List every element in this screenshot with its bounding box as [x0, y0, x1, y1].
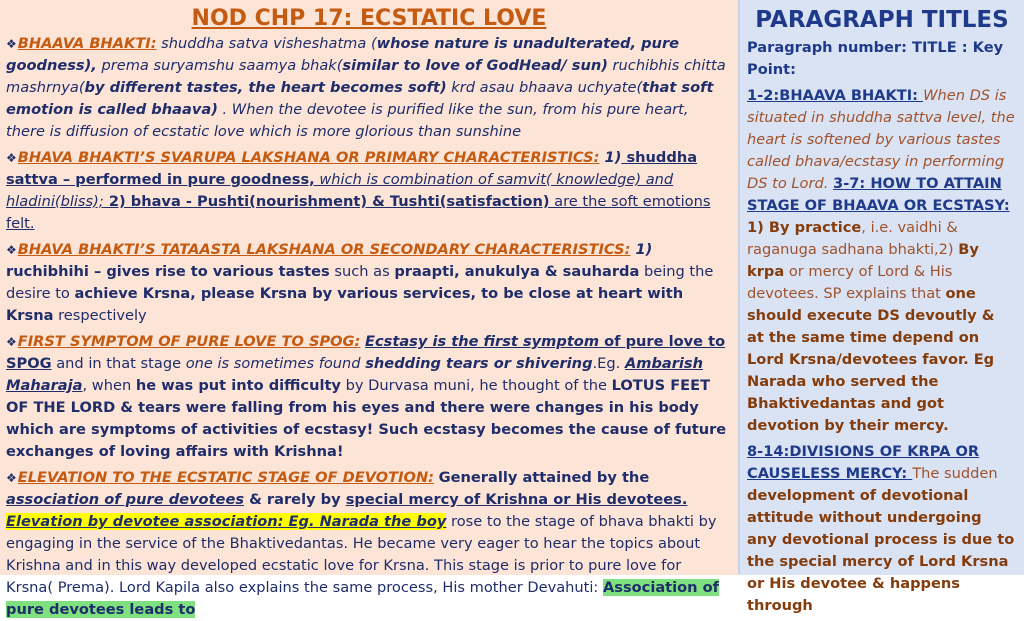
text: Ambarish Maharaja [6, 355, 704, 394]
text: whose nature is unadulterated, pure goodness), [6, 35, 680, 74]
text: respectively [53, 307, 147, 324]
text: shedding tears or shivering [365, 355, 593, 372]
text: rose to the stage of bhava bhakti by engaging in the service of the Bhaktivedantas. He became very eager to hear the topics about Krishna and in this way developed ecstatic love for Krsna. This stage is prior to pure love for Krsna( Prema). Lord Kapila also explains the same process, His mother Devahuti: [6, 513, 717, 596]
text: The sudden [912, 465, 998, 482]
text: one should execute DS devoutly & at the same time depend on Lord Krsna/devotees favor. Eg Narada who served the Bhaktivedantas and got devotion by their mercy. [747, 285, 995, 434]
heading: BHAAVA BHAKTI: [17, 35, 157, 52]
text: , when [82, 377, 136, 394]
paragraph-tataasta-lakshana [6, 239, 730, 327]
text: 1) [630, 241, 653, 258]
text: 1) By practice [747, 219, 862, 236]
text: & rarely by [244, 491, 346, 508]
text: shuddha satva visheshatma ( [156, 35, 377, 52]
key-intro: Paragraph number: TITLE : Key Point: [747, 39, 1004, 78]
heading: FIRST SYMPTOM OF PURE LOVE TO SPOG: [17, 333, 361, 350]
text: LOTUS FEET OF THE LORD & tears were falling from his eyes and there were changes in his body which are symptoms of activities of ecstasy! Such ecstasy becomes the cause of future exchanges of loving affairs with Krishna! [6, 377, 727, 460]
paragraph-first-symptom [6, 331, 730, 463]
text: or mercy of Lord & His devotees. SP explains that [747, 263, 953, 302]
text: such as [329, 263, 395, 280]
text: 1) [599, 149, 622, 166]
highlighted-text: Elevation by devotee association: Eg. Narada the boy [6, 513, 447, 530]
text: similar to love of GodHead/ sun) [342, 57, 608, 74]
text: association of pure devotees [6, 491, 245, 508]
text: shuddha sattva – performed in pure goodness, [6, 149, 698, 188]
highlighted-text: Association of pure devotees leads to [6, 579, 720, 618]
title: 3-7: HOW TO ATTAIN STAGE OF BHAAVA OR ECSTASY: [747, 175, 1010, 214]
title: 1-2:BHAAVA BHAKTI: [747, 87, 924, 104]
text: Generally attained by the [438, 469, 650, 486]
text: prema suryamshu saamya bhak( [96, 57, 343, 74]
paragraph-elevation [6, 467, 730, 621]
text: being the desire to [6, 263, 714, 302]
text: one is sometimes found [185, 355, 361, 372]
text: by different tastes, the heart becomes soft) [84, 79, 447, 96]
text: praapti, anukulya & sauharda [394, 263, 640, 280]
title: 8-14:DIVISIONS OF KRPA OR CAUSELESS MERCY: [747, 443, 980, 482]
titles-paragraph [747, 441, 1016, 617]
text: which is combination of samvit( knowledge) and hladini(bliss); [6, 171, 674, 210]
text: , i.e. vaidhi & raganuga sadhana bhakti,2) [747, 219, 959, 258]
text: achieve Krsna, please Krsna by various services, to be close at heart with Krsna [6, 285, 684, 324]
heading: BHAVA BHAKTI’S TATAASTA LAKSHANA OR SECONDARY CHARACTERISTICS: [17, 241, 631, 258]
text: of pure love to SPOG [6, 333, 726, 372]
text: When DS is situated in shuddha sattva level, the heart is softened by various tastes called bhava/ecstasy in performing DS to Lord. [747, 87, 1015, 192]
text: By krpa [747, 241, 979, 280]
paragraph-titles-body [740, 37, 1024, 617]
text: ruchibhihi – gives rise to various tastes [6, 263, 330, 280]
paragraph-titles-panel [740, 0, 1024, 614]
diamond-bullet-icon: ❖ [6, 335, 17, 349]
main-content-body [0, 33, 738, 621]
text: . When the devotee is purified like the sun, from his pure heart, there is diffusion of ecstatic love which is more glorious than sunshine [6, 101, 689, 140]
text: ruchibhis chitta mashrnya( [6, 57, 726, 96]
diamond-bullet-icon: ❖ [6, 243, 17, 257]
slide-title: NOD CHP 17: ECSTATIC LOVE [191, 6, 547, 31]
text: Ecstasy is the first symptom [365, 333, 600, 350]
titles-paragraph [747, 85, 1016, 437]
panel-title: PARAGRAPH TITLES [755, 7, 1009, 33]
paragraph-bhaava-bhakti [6, 33, 730, 143]
text: krd asau bhaava uchyate( [446, 79, 643, 96]
diamond-bullet-icon: ❖ [6, 37, 17, 51]
diamond-bullet-icon: ❖ [6, 471, 17, 485]
text: are the soft emotions felt. [6, 193, 711, 232]
heading: BHAVA BHAKTI’S SVARUPA LAKSHANA OR PRIMARY CHARACTERISTICS: [17, 149, 600, 166]
diamond-bullet-icon: ❖ [6, 151, 17, 165]
text: and in that stage [51, 355, 186, 372]
text: special mercy of Krishna or His devotees. [345, 491, 688, 508]
paragraph-svarupa-lakshana [6, 147, 730, 235]
text: 2) bhava - Pushti(nourishment) & Tushti(satisfaction) [103, 193, 550, 210]
heading: ELEVATION TO THE ECSTATIC STAGE OF DEVOTION: [17, 469, 434, 486]
text: that soft emotion is called bhaava) [6, 79, 714, 118]
text: by Durvasa muni, he thought of the [340, 377, 612, 394]
text: he was put into difficulty [135, 377, 341, 394]
text: .Eg. [592, 355, 625, 372]
text: development of devotional attitude without undergoing any devotional process is due to the special mercy of Lord Krsna or His devotee & happens through [747, 487, 1015, 614]
